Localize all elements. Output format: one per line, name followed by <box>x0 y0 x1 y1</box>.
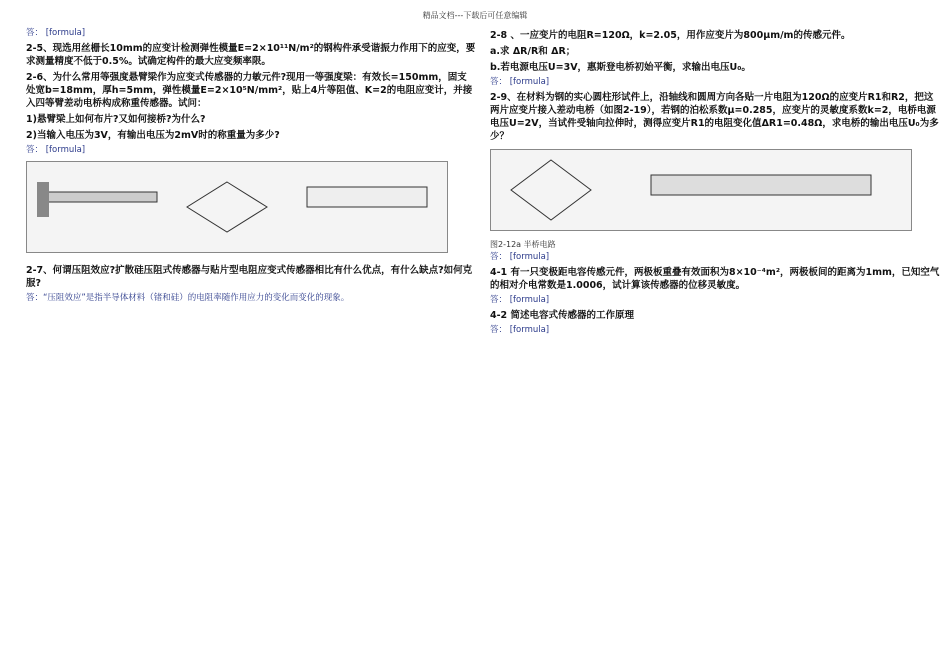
answer-4-2 <box>490 324 940 336</box>
answer-prefix: 答： <box>490 252 508 262</box>
question-2-8: 2-8 、一应变片的电阻R=120Ω，k=2.05，用作应变片为800μm/m的传感元件。 <box>490 30 851 41</box>
test-piece <box>651 175 871 195</box>
question-2-7: 2-7、何谓压阻效应?扩散硅压阻式传感器与贴片型电阻应变式传感器相比有什么优点，有什么缺点?如何克服? <box>26 265 473 289</box>
answer-2-8 <box>490 76 940 88</box>
cantilever-figure <box>26 161 448 253</box>
formula-placeholder: [formula] <box>509 77 550 87</box>
page-header: 精品文档---下载后可任意编辑 <box>422 11 528 20</box>
bridge-diagram <box>511 160 591 220</box>
answer-2-6 <box>26 144 476 156</box>
formula-placeholder: [formula] <box>509 295 550 305</box>
formula-placeholder: [formula] <box>45 28 86 38</box>
formula-placeholder: [formula] <box>509 252 550 262</box>
figure-caption: 图2-12a 半桥电路 <box>490 240 556 249</box>
answer-prefix: 答： <box>490 77 508 87</box>
answer-4-1 <box>490 294 940 306</box>
question-2-8-a: a.求 ΔR/R和 ΔR； <box>490 46 576 57</box>
question-4-1: 4-1 有一只变极距电容传感元件，两极板重叠有效面积为8×10⁻⁴m²，两极板间的距离为1mm，已知空气的相对介电常数是1.0006，试计算该传感器的位移灵敏度。 <box>490 267 940 291</box>
answer-prefix: 答： <box>26 28 44 38</box>
half-bridge-figure <box>490 149 912 231</box>
tapered-beam <box>307 187 427 207</box>
answer-2-7: 答：“压阻效应”是指半导体材料（锗和硅）的电阻率随作用应力的变化而变化的现象。 <box>26 293 350 303</box>
question-2-8-b: b.若电源电压U=3V，惠斯登电桥初始平衡，求输出电压U₀。 <box>490 62 751 73</box>
clamp <box>37 182 49 217</box>
left-column <box>26 26 476 672</box>
question-2-5: 2-5、现选用丝栅长10mm的应变计检测弹性模量E=2×10¹¹N/m²的钢构件承受谐振力作用下的应变，要求测量精度不低于0.5%。试确定构件的最大应变频率限。 <box>26 43 476 67</box>
answer-2-4 <box>26 27 476 39</box>
beam <box>47 192 157 202</box>
formula-placeholder: [formula] <box>45 145 86 155</box>
answer-prefix: 答： <box>490 295 508 305</box>
question-2-9: 2-9、在材料为钢的实心圆柱形试件上，沿轴线和圆周方向各贴一片电阻为120Ω的应变片R1和R2，把这两片应变片接入差动电桥（如图2-19），若钢的泊松系数μ=0.285，应变片的灵敏度系数k=2，电桥电源电压U=2V，当试件受轴向拉伸时，测得应变片R1的电阻变化值ΔR1=0.48Ω，求电桥的输出电压U₀为多少？ <box>490 92 939 142</box>
question-2-6: 2-6、为什么常用等强度悬臂梁作为应变式传感器的力敏元件?现用一等强度梁：有效长=150mm，固支处宽b=18mm，厚h=5mm，弹性模量E=2×10⁵N/mm²，贴上4片等阻值、K=2的电阻应变计，并接入四等臂差动电桥构成称重传感器。试问： <box>26 72 473 109</box>
answer-prefix: 答： <box>26 145 44 155</box>
formula-placeholder: [formula] <box>509 325 550 335</box>
question-2-6-sub2: 2)当输入电压为3V，有输出电压为2mV时的称重量为多少? <box>26 130 280 141</box>
answer-prefix: 答： <box>490 325 508 335</box>
question-4-2: 4-2 简述电容式传感器的工作原理 <box>490 310 634 321</box>
answer-2-9 <box>490 251 940 263</box>
question-2-6-sub1: 1)悬臂梁上如何布片?又如何接桥?为什么? <box>26 114 206 125</box>
bridge-diagram <box>187 182 267 232</box>
right-column <box>490 26 940 672</box>
